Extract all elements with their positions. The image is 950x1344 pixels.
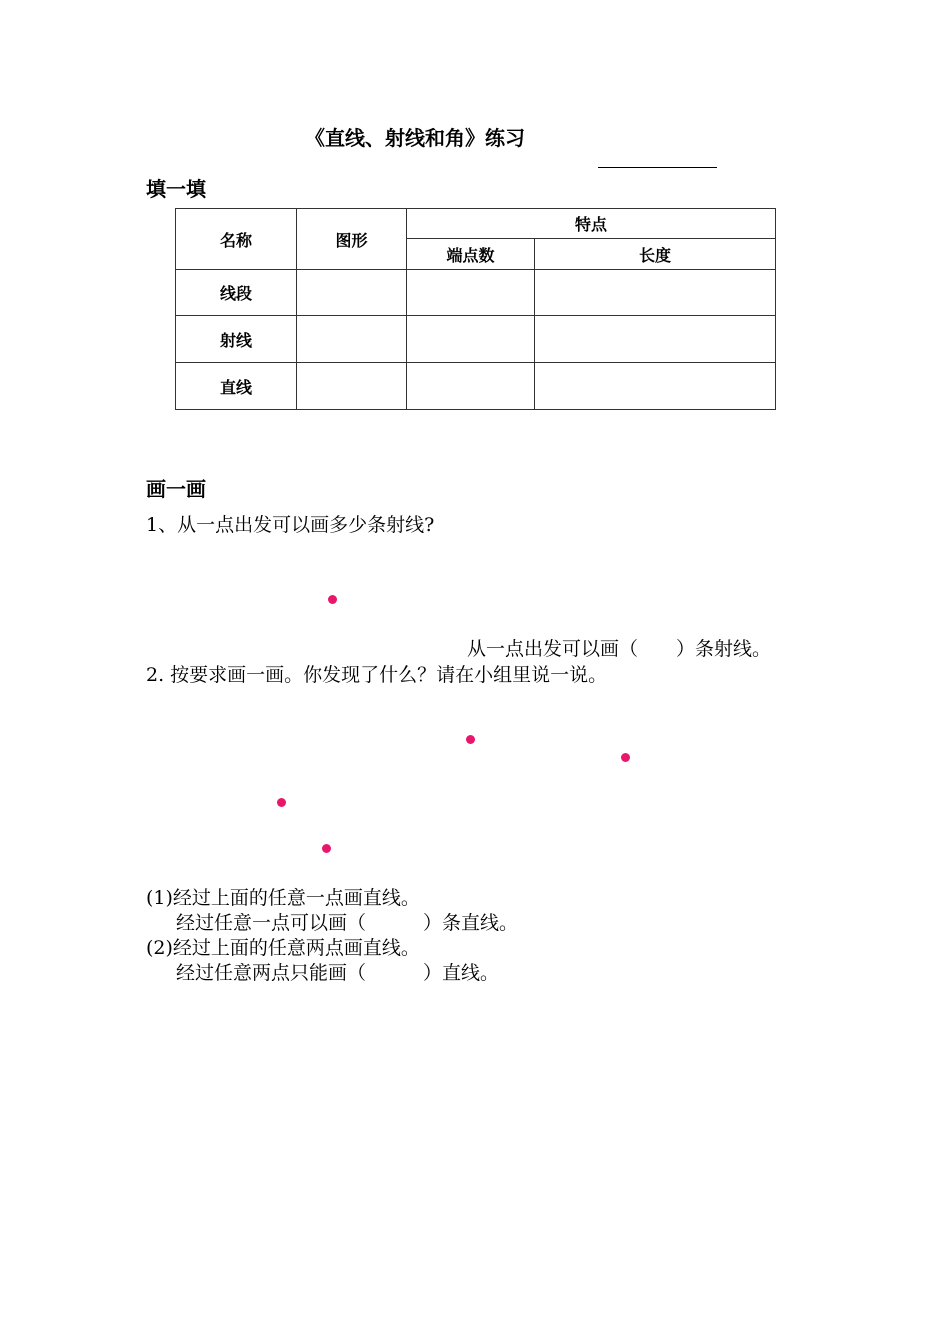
point-dot [466, 735, 475, 744]
features-table [175, 208, 776, 410]
header-name: 名称 [176, 209, 297, 270]
row-label-ray: 射线 [176, 316, 297, 363]
point-dot [621, 753, 630, 762]
table-cell[interactable] [407, 316, 535, 363]
point-dot [328, 595, 337, 604]
header-endpoints: 端点数 [407, 239, 535, 270]
question-2-1-answer: 经过任意一点可以画（ ）条直线。 [176, 912, 519, 934]
question-1-answer: 从一点出发可以画（ ）条射线。 [467, 638, 772, 660]
table-cell[interactable] [297, 316, 407, 363]
name-blank-line [598, 167, 717, 168]
table-cell[interactable] [297, 270, 407, 316]
section-draw-heading: 画一画 [146, 477, 206, 501]
question-2: 2. 按要求画一画。你发现了什么？请在小组里说一说。 [146, 664, 608, 686]
point-dot [322, 844, 331, 853]
point-dot [277, 798, 286, 807]
table-cell[interactable] [407, 363, 535, 410]
row-label-segment: 线段 [176, 270, 297, 316]
header-features: 特点 [407, 209, 776, 239]
table-cell[interactable] [535, 316, 776, 363]
table-cell[interactable] [407, 270, 535, 316]
worksheet-title: 《直线、射线和角》练习 [305, 126, 525, 150]
question-2-2: (2)经过上面的任意两点画直线。 [146, 937, 420, 959]
section-fill-heading: 填一填 [146, 177, 206, 201]
row-label-line: 直线 [176, 363, 297, 410]
question-1: 1、从一点出发可以画多少条射线? [146, 514, 435, 536]
table-cell[interactable] [535, 270, 776, 316]
question-2-2-answer: 经过任意两点只能画（ ）直线。 [176, 962, 500, 984]
question-2-1: (1)经过上面的任意一点画直线。 [146, 887, 420, 909]
header-length: 长度 [535, 239, 776, 270]
header-shape: 图形 [297, 209, 407, 270]
table-cell[interactable] [535, 363, 776, 410]
table-cell[interactable] [297, 363, 407, 410]
